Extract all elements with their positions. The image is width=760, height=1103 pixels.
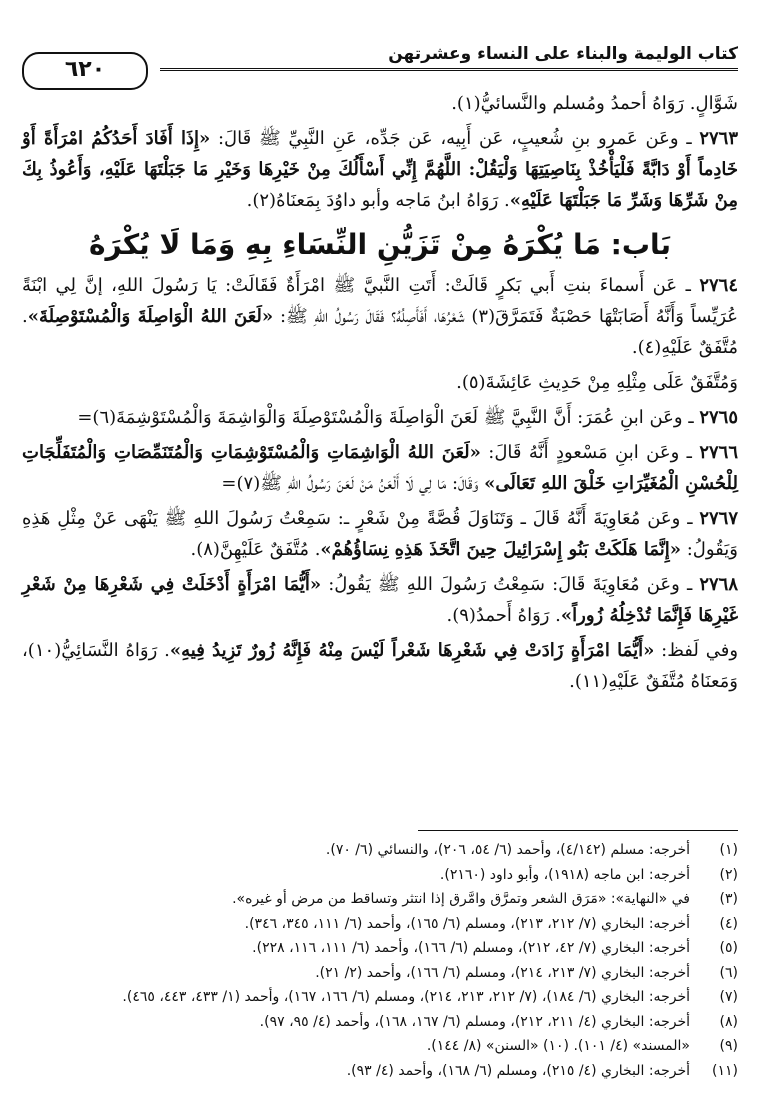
page-header — [22, 38, 738, 82]
hadith-number: ٢٧٦٨ — [699, 574, 738, 595]
running-title: كتاب الوليمة والبناء على النساء وعشرتهن — [388, 44, 738, 64]
paragraph: وَمُتَّفَقٌ عَلَى مِثْلِهِ مِنْ حَدِيثِ عَائِشَةَ(٥). — [456, 372, 738, 393]
hadith-number: ٢٧٦٥ — [699, 407, 738, 428]
footnote: (٣) في «النهاية»: «مَرَق الشعر وتمرَّق وامَّرق إذا انتثر وتساقط من مرض أو غيره». — [232, 891, 738, 907]
hadith-2764 — [22, 270, 738, 363]
hadith-number: ٢٧٦٧ — [699, 508, 738, 529]
hadith-tail: . مُتَّفَقٌ عَلَيْهِنَّ(٨). — [190, 539, 321, 560]
hadith-intro: ـ وعَن مُعَاوِيَةَ أَنَّهُ قَالَ ـ وَتَنَاوَلَ قُصَّةً مِنْ شَعْرٍ ـ: سَمِعْتُ رَسُولَ اللهِ ﷺ يَنْهَى عَنْ مِثْلِ هَذِهِ وَيَقُولُ: — [22, 508, 738, 560]
hadith-intro: ـ وعَن عَمرِو بنِ شُعيبٍ، عَن أَبِيه، عَن جَدِّه، عَنِ النَّبِيِّ ﷺ قَالَ: — [210, 128, 700, 149]
footnote: (٥) أخرجه: البخاري (٧/ ٤٢، ٢١٢)، ومسلم (٦/ ١٦٦)، وأحمد (٦/ ١١١، ١١٦، ٢٢٨). — [252, 940, 738, 956]
main-text — [22, 88, 738, 701]
footnote-separator — [418, 830, 738, 831]
hadith-tail: . رَوَاهُ أَحمدُ(٩). — [446, 605, 561, 626]
hadith-number: ٢٧٦٤ — [699, 275, 738, 296]
hadith-matn: «إِنَّمَا هَلَكَتْ بَنُو إِسْرَائِيلَ حِينَ اتَّخَذَ هَذِهِ نِسَاؤُهُمْ» — [320, 539, 682, 560]
hadith-matn: «لَعَنَ اللهُ الْوَاشِمَاتِ وَالْمُسْتَوْشِمَاتِ وَالْمُتَنَمِّصَاتِ وَالْمُتَفَلِّجَاتِ لِلْحُسْنِ الْمُغَيِّرَاتِ خَلْقَ اللهِ تَعَالَى» — [22, 442, 738, 494]
page-number: ٦٢٠ — [22, 52, 148, 90]
hadith-text: ـ وعَن ابنِ عُمَرَ: أَنَّ النَّبِيَّ ﷺ لَعَنَ الْوَاصِلَةَ وَالْمُسْتَوْصِلَةَ وَالْوَاشِمَةَ وَالْمُسْتَوْشِمَةَ(٦)= — [77, 407, 700, 428]
footnotes — [22, 838, 738, 1083]
hadith-tail: . رَوَاهُ ابنُ مَاجه وأبو داوُدَ بِمَعنَاهُ(٢). — [246, 190, 510, 211]
hadith-number: ٢٧٦٦ — [699, 442, 739, 463]
hadith-number: ٢٧٦٣ — [699, 128, 738, 149]
footnote: (٢) أخرجه: ابن ماجه (١٩١٨)، وأبو داود (٢١٦٠). — [439, 866, 738, 883]
hadith-matn: «إِذَا أَفَادَ أَحَدُكُمُ امْرَأَةً أَوْ خَادِماً أَوْ دَابَّةً فَلْيَأْخُذْ بِنَاصِيَتِهَا وَلْيَقُلْ: اللَّهُمَّ إِنِّي أَسْأَلُكَ مِنْ خَيْرِهَا وَخَيْرِ مَا جَبَلْتَهَا عَلَيْهِ، وَأَعُوذُ بِكَ مِنْ شَرِّهَا وَشَرِّ مَا جَبَلْتَهَا عَلَيْهِ» — [22, 128, 738, 211]
footnote: (١) أخرجه: مسلم (٤/١٤٢)، وأحمد (٦/ ٥٤، ٢٠٦)، والنسائي (٦/ ٧٠). — [325, 842, 738, 858]
hadith-tail: وَقَالَ: مَا لِي لَا أَلْعَنُ مَنْ لَعَنَ رَسُولُ اللهِ ﷺ(٧)= — [221, 473, 485, 494]
hadith-2763 — [22, 123, 738, 216]
paragraph: شَوَّالٍ. رَوَاهُ أحمدُ ومُسلم والنَّسائيُّ(١). — [451, 93, 738, 114]
hadith-matn: «لَعَنَ اللهُ الْوَاصِلَةَ وَالْمُسْتَوْصِلَةَ» — [27, 306, 274, 327]
hadith-2766 — [22, 437, 738, 499]
footnote: (٦) أخرجه: البخاري (٧/ ٢١٣، ٢١٤)، ومسلم (٦/ ١٦٦)، وأحمد (٢/ ٢١). — [315, 964, 738, 981]
footnote: (٤) أخرجه: البخاري (٧/ ٢١٢، ٢١٣)، ومسلم (٦/ ١٦٥)، وأحمد (٦/ ١١١، ٣٤٥، ٣٤٦). — [244, 915, 738, 932]
chapter-title: بَاب: مَا يُكْرَهُ مِنْ تَزَيُّنِ النِّسَاءِ بِهِ وَمَا لَا يُكْرَهُ — [88, 228, 672, 261]
hadith-2765 — [22, 402, 738, 433]
header-rule — [160, 68, 738, 71]
hadith-matn: «أَيُّمَا امْرَأَةٍ أَدْخَلَتْ فِي شَعْرِهَا مِنْ شَعْرِ غَيْرِهَا فَإِنَّمَا تُدْخِلُهُ زُوراً» — [22, 574, 738, 626]
footnote: (٨) أخرجه: البخاري (٤/ ٢١١، ٢١٢)، ومسلم (٦/ ١٦٧، ١٦٨)، وأحمد (٤/ ٩٥، ٩٧). — [259, 1013, 738, 1030]
hadith-intro: ـ وعَن مُعَاوِيَةَ قَالَ: سَمِعْتُ رَسُولَ اللهِ ﷺ يَقُولُ: — [321, 574, 700, 595]
hadith-matn: «أَيُّمَا امْرَأَةٍ زَادَتْ فِي شَعْرِهَا شَعْراً لَيْسَ مِنْهُ فَإِنَّهُ زُورٌ تَزِيدُ فِيهِ» — [169, 640, 655, 661]
footnote: (١١) أخرجه: البخاري (٤/ ٢١٥)، ومسلم (٦/ ١٦٨)، وأحمد (٤/ ٩٣). — [346, 1062, 738, 1079]
hadith-2768 — [22, 569, 738, 631]
hadith-tail: . مُتَّفَقٌ عَلَيْهِ(٤). — [22, 306, 738, 358]
hadith-intro: ـ وعَن ابنِ مَسْعودٍ أَنَّهُ قَالَ: — [480, 442, 700, 463]
hadith-2767 — [22, 503, 738, 565]
paragraph-lafz: وفي لَفظ: «أَيُّمَا امْرَأَةٍ زَادَتْ فِي شَعْرِهَا شَعْراً لَيْسَ مِنْهُ فَإِنَّهُ زُورٌ تَزِيدُ فِيهِ». رَوَاهُ النَّسَائِيُّ(١٠)، وَمَعنَاهُ مُتَّفَقٌ عَلَيْهِ(١١). — [22, 640, 739, 692]
footnote: (٧) أخرجه: البخاري (٦/ ١٨٤)، (٧/ ٢١٢، ٢١٣، ٢١٤)، ومسلم (٦/ ١٦٦، ١٦٧)، وأحمد (١/ ٤٣٣، ٤٤٣، ٤٦٥). — [122, 989, 738, 1005]
book-page — [22, 0, 738, 1103]
footnote: (٩) «المسند» (٤/ ١٠١). (١٠) «السنن» (٨/ ١٤٤). — [426, 1038, 738, 1054]
hadith-intro: ـ عَن أَسماءَ بنتِ أَبي بَكرٍ قَالَتْ: أَتَتِ النَّبيَّ ﷺ امْرَأَةٌ فَقَالَتْ: يَا رَسُولَ اللهِ، إنَّ لِي ابْنَةً عُرَيِّساً وَأَنَّهُ أَصَابَتْهَا حَصْبَةٌ فَتَمَرَّقَ(٣) شَعْرُهَا، أَفَأَصِلُهُ؟ فَقَالَ رَسُولُ اللهِ ﷺ: — [22, 275, 738, 327]
